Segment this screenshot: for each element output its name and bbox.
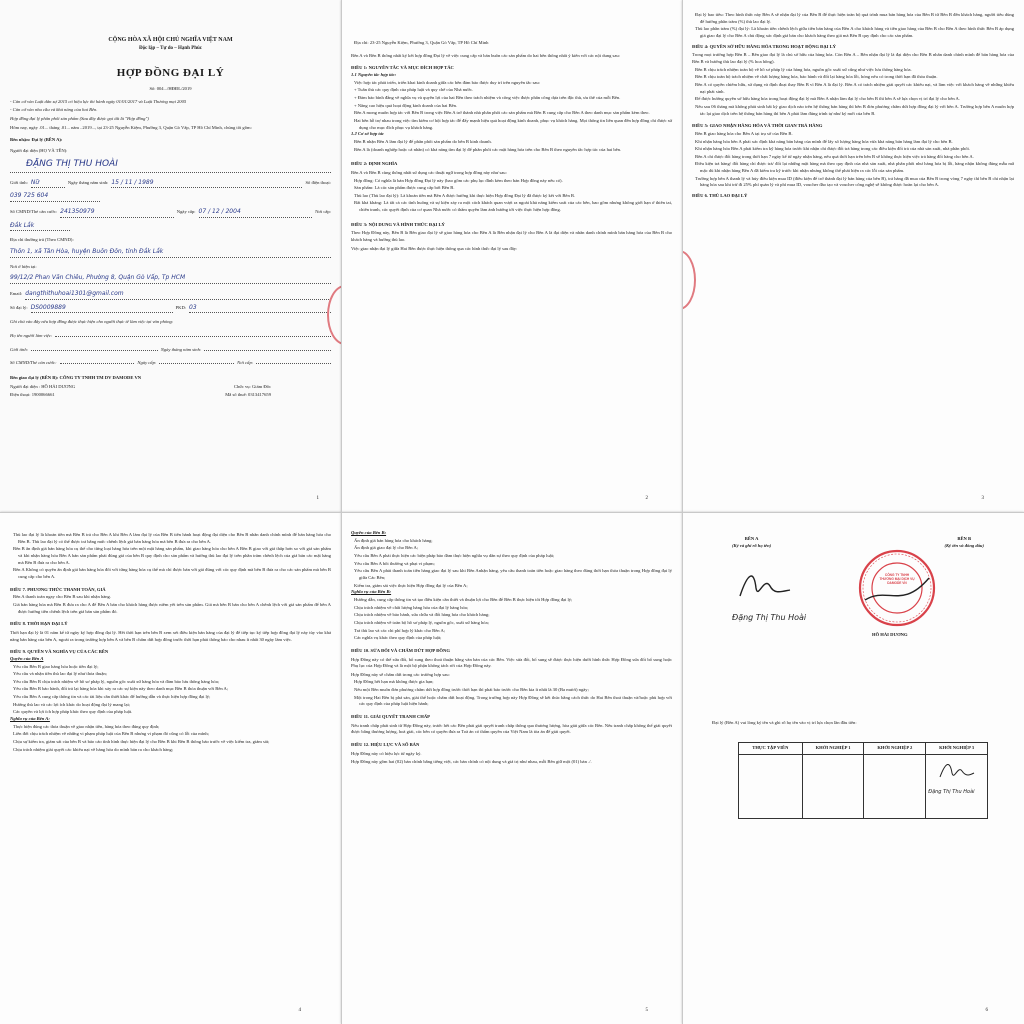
signature-a-small-icon bbox=[936, 759, 976, 783]
party-a-sub: (Ký và ghi rõ họ tên) bbox=[732, 542, 772, 548]
nation-heading: CỘNG HÒA XÃ HỘI CHỦ NGHĨA VIỆT NAM bbox=[108, 37, 233, 43]
right-item: Yêu cầu Bên B bảo hành, đổi trả lại hàng hóa khi xảy ra các sự kiện này theo danh mục Bên B thỏa thuận với Bên A; bbox=[13, 686, 229, 692]
p2-item: + Đảm bảo bình đẳng về nghĩa vụ và quyền lợi của hai Bên theo trách nhiệm và công việc được phân công dựa trên đặc thù, ưu thế của mỗi Bên. bbox=[354, 94, 621, 100]
selected-sign-name: Đặng Thị Thu Hoài bbox=[928, 789, 975, 795]
worker-id-field bbox=[60, 357, 135, 364]
position-sign-row bbox=[739, 755, 988, 819]
right-item: Yêu cầu Bên A phải thực hiện các biện pháp bảo đảm thực hiện nghĩa vụ dân sự theo quy định của pháp luật; bbox=[354, 552, 555, 558]
duty-item: Chịu trách nhiệm về bảo hành, sửa chữa và đổi hàng hóa cho khách hàng; bbox=[354, 612, 490, 618]
pkd-field: 03 bbox=[189, 304, 331, 314]
p5-art12-text: Hợp Đồng này gồm hai (02) bản chính bằng tiếng việt, các bản chính có nội dung và giá trị như nhau, mỗi Bên giữ một (01) bản ./. bbox=[351, 759, 592, 765]
gender-row bbox=[10, 179, 331, 189]
agent-no-label: Số đại lý: bbox=[10, 304, 28, 310]
p2-intro: Bên A và Bên B thống nhất ký kết hợp đồng Đại lý về việc cung cấp và bán buôn các sản phẩm do hai bên thống nhất ý kiến với các nội dung sau: bbox=[351, 52, 620, 58]
col-header: KHỞI NGHIỆP 1 bbox=[802, 743, 864, 755]
id-place-row bbox=[10, 222, 331, 232]
article-4: ĐIỀU 4: QUYỀN SỞ HỮU HÀNG HÓA TRONG HOẠT ĐỘNG ĐẠI LÝ bbox=[692, 43, 836, 49]
signature-b-name: HỒ HẢI DƯƠNG bbox=[872, 632, 908, 637]
p3-item: Bên B chịu trách nhiệm toàn bộ về hồ sơ pháp lý của hàng hóa, nguồn gốc xuất xứ cũng như việc lưu thông hàng hóa. bbox=[695, 66, 912, 72]
definition: Sản phẩm: Là các sản phẩm được cung cấp bởi Bên B. bbox=[354, 185, 455, 191]
p2-def-intro: Bên A và Bên B cùng thống nhất sử dụng các thuật ngữ trong hợp đồng này như sau: bbox=[351, 169, 507, 175]
worker-gender-label: Giới tính: bbox=[10, 346, 29, 352]
p5-art10-text: Hợp Đồng này có thể sửa đổi, bổ sung theo thoả thuận bằng văn bản của các Bên. Việc sửa đổi, bổ sung sẽ được thực hiện dưới hình thức Hợp Đồng sửa đổi bổ sung hoặc Phụ lục của Hợp Đồng và là một bộ phận không tách rời của Hợp Đồng này. bbox=[351, 656, 672, 669]
email-row bbox=[10, 290, 331, 300]
article-8: ĐIỀU 8. THỜI HẠN ĐẠI LÝ bbox=[10, 621, 68, 627]
page-3 bbox=[682, 0, 1024, 512]
p3-item: Bên B giao hàng hóa cho Bên A tại trụ sở của Bên B. bbox=[695, 130, 793, 136]
company-stamp-icon bbox=[857, 548, 937, 628]
basis-1: - Căn cứ vào Luật dân sự 2015 có hiệu lực thi hành ngày 01/01/2017 và Luật Thương mại 2005 bbox=[10, 98, 187, 104]
definition: Bất khả kháng: Là tất cả các tình huống và sự kiện xảy ra một cách khách quan vượt ra ngoài khả năng kiểm soát của các bên, bao gồm nhưng không giới hạn ở thiên tai, chiến tranh, các quyết định của cơ quan Nhà nước có thẩm quyền làm ảnh hưởng tới việc thực hiện hợp đồng. bbox=[354, 200, 672, 213]
worker-id-date-field bbox=[159, 357, 234, 364]
id-date-label: Ngày cấp: bbox=[176, 208, 196, 214]
duty-item: Liên đới chịu trách nhiệm về những vi phạm pháp luật của Bên B nhưng vi phạm đó cũng có lỗi của mình; bbox=[13, 731, 209, 737]
party-b-title: Chức vụ: Giám Đốc bbox=[233, 383, 271, 389]
duty-item: Chịu trách nhiệm giải quyết các khiếu nại về hàng hóa do mình bán ra cho khách hàng; bbox=[13, 746, 174, 752]
worker-id-place-label: Nơi cấp: bbox=[237, 360, 254, 366]
section-1-1: 1.1 Nguyên tắc hợp tác: bbox=[351, 71, 397, 77]
id-field: 241350979 bbox=[60, 208, 174, 218]
article-7: ĐIỀU 7. PHƯƠNG THỨC THANH TOÁN, GIÁ bbox=[10, 586, 106, 592]
duty-item: Các nghĩa vụ khác theo quy định của pháp luật; bbox=[354, 635, 442, 641]
p3-art4-text: Trong mọi trường hợp Bên B – Bên giao đại lý là chủ sở hữu của hàng hóa. Còn Bên A – Bên nhận đại lý là đại diện cho Bên B nhân danh chính mình để bán hàng hóa của Bên B và hưởng thù lao đại lý (% hoa hồng). bbox=[692, 52, 1014, 64]
p4-art8-text: Thời hạn đại lý là 01 năm kể từ ngày ký hợp đồng đại lý. Hết thời hạn trên bên B xem xét điều kiện bán hàng của đại lý để tiếp tục ký tiếp hợp đồng đại lý này tùy vào khả năng bán hàng của bên A, ngoài ra trong trường hợp bên A và bên B chấm dứt hợp đồng trước thời hạn phải thông báo cho nhau ít nhất 30 ngày làm việc. bbox=[10, 629, 331, 642]
p2-item: + Nâng cao hiệu quả hoạt động kinh doanh của hai Bên. bbox=[354, 102, 458, 108]
col-header: KHỞI NGHIỆP 3 bbox=[926, 743, 988, 755]
perm-row bbox=[10, 237, 331, 244]
gender-label: Giới tính: bbox=[10, 179, 28, 185]
party-b-heading: Bên giao đại lý (BÊN B): CÔNG TY TNHH TM DV DAMODE VN bbox=[10, 374, 142, 380]
article-9: ĐIỀU 9. QUYỀN VÀ NGHĨA VỤ CỦA CÁC BÊN bbox=[10, 649, 109, 655]
rep-name-row bbox=[10, 158, 331, 172]
rep-row bbox=[10, 148, 331, 155]
right-item: Yêu cầu Bên B giao hàng hóa hoặc tiền đại lý; bbox=[13, 663, 99, 669]
party-a-sign-block bbox=[732, 536, 771, 549]
party-b-sign-block bbox=[944, 536, 984, 549]
worker-name-row bbox=[10, 330, 331, 340]
email-label: Email: bbox=[10, 290, 23, 296]
p5-art10-text: Hợp Đồng này sẽ chấm dứt trong các trường hợp sau: bbox=[351, 671, 450, 677]
p5-art11-text: Nếu tranh chấp phát sinh từ Hợp Đồng này, trước hết các Bên phải giải quyết tranh chấp thông qua thương lượng, hòa giải giữa các Bên. Nếu tranh chấp không thể giải quyết được bằng thương lượng, hoà giải, các bên có quyền đưa ra Toà án có thẩm quyền của Việt Nam là tòa án để giải quyết. bbox=[351, 722, 672, 735]
termination-item: Nếu một Bên muốn đơn phương chấm dứt hợp đồng trước thời hạn thì phải báo trước cho Bên kia ít nhất là 30 (Ba mươi) ngày; bbox=[354, 687, 589, 693]
dob-label: Ngày tháng năm sinh: bbox=[67, 179, 109, 185]
duty-item: Thực hiện đúng các thỏa thuận về giao nhận tiền, hàng hóa theo đúng quy định; bbox=[13, 723, 160, 729]
p4-item: Giá bán hàng hóa mà Bên B đưa ra cho A để Bên A bán cho khách hàng được niêm yết trên sản phẩm. Giá mà bên B bán cho bên A chênh lệch với giá sản phẩm để bên A được hưởng tiền chênh lệch trên giá bán sản phẩm đó. bbox=[13, 601, 331, 614]
section-1-2: 1.2 Cơ sở hợp tác bbox=[351, 131, 385, 137]
duties-b-heading: Nghĩa vụ của Bên B: bbox=[351, 589, 392, 595]
page-number: 3 bbox=[981, 495, 984, 501]
sign-header bbox=[692, 536, 1014, 549]
contract-number: Số: 004.../HĐĐL/2019 bbox=[149, 85, 192, 91]
article-6: ĐIỀU 6. THÙ LAO ĐẠI LÝ bbox=[692, 193, 748, 199]
p2-item: Hai bên hỗ trợ nhau trong việc tìm kiếm cơ hội hợp tác để đẩy mạnh hiệu quả hoạt động kinh doanh, phục vụ khách hàng. Mọi thông tin liên quan đến hợp đồng chỉ được sử dụng cho mục đích phục vụ khách hàng. bbox=[354, 117, 672, 130]
p4-item: Bên A Không có quyền ấn định giá bán hàng hóa đối với từng hàng hóa cụ thể mà chỉ được bán với giá đúng với các quy định mà bên B đưa ra cho các sản phẩm mà bên B cung cấp cho bên A. bbox=[13, 567, 331, 579]
p2-item: Bên B nhận Bên A làm đại lý để phân phối sản phẩm do bên B kinh doanh. bbox=[354, 138, 492, 144]
party-b-label: BÊN B bbox=[957, 536, 972, 541]
pkd-label: PKD: bbox=[175, 304, 187, 310]
page-number: 5 bbox=[645, 1007, 648, 1013]
worker-dob-label: Ngày tháng năm sinh: bbox=[160, 346, 202, 352]
perm-addr-row bbox=[10, 248, 331, 258]
rights-b-heading: Quyền của Bên B: bbox=[351, 530, 387, 535]
id-date-field: 07 / 12 / 2004 bbox=[199, 208, 313, 218]
p5-art12-text: Hợp Đồng này có hiệu lực từ ngày ký. bbox=[351, 750, 422, 756]
cur-row bbox=[10, 264, 331, 271]
p3-item: Thù lao phần trăm (%) đại lý: Là khoản tiền chênh lệch giữa tiền bán hàng của Bên A cho khách hàng và tiền giao hàng của Bên B cho Bên A theo hình thức Bên B áp dụng giá giao đại lý cho Bên A chủ động xác định giá bán cho khách hàng theo giá mà Bên B quy định cho các sản phẩm. bbox=[695, 26, 1014, 38]
right-item: Yêu cầu Bên A cung cấp thông tin và các tài liệu cần thiết khác để hướng dẫn và thực hiện hợp đồng đại lý; bbox=[13, 694, 211, 700]
right-item: Ấn định giá bán hàng hóa cho khách hàng; bbox=[354, 537, 433, 543]
motto: Độc lập – Tự do – Hạnh Phúc bbox=[138, 45, 203, 51]
position-header-row bbox=[739, 743, 988, 755]
party-b-sub: (Ký tên và đóng dấu) bbox=[944, 542, 984, 548]
worker-name-label: Họ tên người làm việc: bbox=[10, 332, 53, 338]
partial-stamp-icon bbox=[682, 250, 696, 310]
stamp-text: CÔNG TY TNHH THƯƠNG MẠI DỊCH VỤ DAMODE VN bbox=[879, 573, 915, 585]
p2-item: Việc hợp tác phát triển, triển khai kinh doanh giữa các bên đảm bảo được duy trì trên nguyên tắc sau: bbox=[354, 79, 540, 85]
page-1 bbox=[0, 0, 341, 512]
right-item: Yêu cầu Bên A bồi thường và phạt vi phạm; bbox=[354, 560, 435, 566]
sign-cell[interactable] bbox=[864, 755, 926, 819]
right-item: Các quyền và lợi ích hợp pháp khác theo quy định của pháp luật. bbox=[13, 709, 133, 715]
worker-gender-row bbox=[10, 344, 331, 354]
p3-item: Bên B chịu toàn bộ trách nhiệm về chất lượng hàng hóa, bảo hành và đổi lại hàng hóa lỗi, hỏng nếu có trong thời hạn đã thỏa thuận. bbox=[695, 74, 938, 80]
party-a-label: BÊN A bbox=[744, 536, 759, 541]
worker-gender-field bbox=[31, 344, 158, 351]
page-6 bbox=[682, 512, 1024, 1024]
p2-address: Địa chỉ: 23-25 Nguyễn Kiệm, Phường 3, Quận Gò Vấp, TP Hồ Chí Minh bbox=[354, 40, 489, 45]
p3-item: Trường hợp bên A thanh lý và hủy điều kiện mua ID (điều kiện để trở thành đại lý bán hàng của bên B), trả hàng đã mua của Bên B trong vòng 7 ngày thì bên B chỉ nhận lại hàng hóa sau khi trừ đi 25% phí quản lý và phí mua ID, voucher đào tạo và voucher công nghệ sẽ không được hoàn lại cho bên A. bbox=[695, 175, 1014, 188]
cur-addr-row bbox=[10, 274, 331, 284]
worker-id-row bbox=[10, 357, 331, 367]
page-number: 4 bbox=[298, 1007, 301, 1013]
worker-note: Ghi chú vào đây nếu hợp đồng được thực hiện cho người thực tế làm việc tại văn phòng: bbox=[10, 319, 174, 325]
col-header: KHỞI NGHIỆP 2 bbox=[864, 743, 926, 755]
party-b-phone: Điện thoại: 1900066661 bbox=[10, 392, 55, 398]
p3-item: Đại lý bao tiêu: Theo hình thức này Bên A sẽ nhận đại lý của Bên B để thực hiện toàn bộ quá trình mua bán hàng hóa của Bên B từ Bên B đến khách hàng, người tiêu dùng để hưởng phần trăm (%) thù lao đại lý. bbox=[695, 12, 1014, 24]
p3-item: Nếu sau 06 tháng mà không phát sinh bất kỳ giao dịch nào trên hệ thống bán hàng thì bên B đơn phương chấm dứt hợp đồng đại lý với bên A. Trường hợp bên A muốn hợp tác lại giao dịch trên hệ thống bán hàng thì bên A phải làm đúng trình tự như ký mới của bên B. bbox=[695, 103, 1014, 116]
p4-item: Bên B ấn định giá bán hàng hóa cụ thể cho từng loại hàng hóa trên một mặt hàng sản phẩm, khi giao hàng hóa cho bên A Bên B giao với giá thấp hơn so với giá sản phẩm và khi nhận hàng hóa Bên A bán sản phẩm phải đúng giá của bên B quy định cho sản phẩm và hưởng thù lao đại lý trên phần trăm chênh lệch của giá bán các mặt hàng mà Bên B đưa ra cho bên A. bbox=[13, 546, 331, 565]
sign-cell-selected[interactable] bbox=[926, 755, 988, 819]
article-3: ĐIỀU 3: NỘI DUNG VÀ HÌNH THỨC ĐẠI LÝ bbox=[351, 221, 445, 227]
p2-art3-text: Theo Hợp Đồng này, Bên B là Bên giao đại lý sẽ giao hàng hóa cho Bên A là Bên nhận đại lý cho Bên A là đại diện và nhân danh chính mình bán hàng hóa của Bên B cho khách hàng và hưởng thù lao. bbox=[351, 230, 672, 243]
party-b-tax: Mã số thuế: 0313417659 bbox=[225, 392, 271, 398]
agent-no-field: DS0009889 bbox=[31, 304, 173, 314]
p2-art3-text: Việc giao nhận đại lý giữa Hai Bên được thực hiện thông qua các hình thức đại lý sau đây: bbox=[351, 245, 518, 251]
right-item: Yêu cầu Bên B chịu trách nhiệm về hồ sơ pháp lý, nguồn gốc xuất xứ hàng hóa và đảm bảo lưu thông hàng hóa; bbox=[13, 678, 220, 684]
definition: Hợp đồng: Có nghĩa là bản Hợp đồng Đại lý này (bao gồm các phụ lục đính kèm theo bản Hợp đồng này nếu có). bbox=[354, 177, 563, 183]
position-table bbox=[738, 742, 988, 819]
worker-id-label: Số CMND/Thẻ căn cước: bbox=[10, 360, 57, 366]
rep-name-field: ĐẶNG THỊ THU HOÀI bbox=[10, 158, 331, 172]
right-item: Yêu cầu Bên A phải thanh toán tiền hàng giao đại lý sau khi Bên Anhận hàng, yêu cầu thanh toán tiền hoặc giao hàng theo đúng thời hạn thỏa thuận trong Hợp đồng đại lý giữa Các Bên; bbox=[354, 568, 672, 580]
select-note: Đại lý (Bên A) vui lòng ký tên và ghi rõ họ tên vào vị trí lựa chọn lần đầu tiên: bbox=[712, 720, 857, 725]
p4-item: Thù lao đại lý là khoản tiền mà Bên B trả cho Bên A khi Bên A làm đại lý của Bên B tiến hành hoạt động đại diện cho Bên B nhân danh chính mình để bán hàng hóa cho Bên B. Thù lao đại lý có thể được trả bằng mức chênh lệch giá bán hàng hóa mà bên B đưa ra cho bên A. bbox=[13, 532, 331, 544]
page-number: 2 bbox=[645, 495, 648, 501]
p3-item: Điều kiện trả hàng/ đổi hàng chỉ được trả/ đổi lại những mặt hàng mà theo quy định của nhà sản xuất, nhà phân phối như hàng hóa bị lỗi, hàng nhận không đúng mẫu mã mặc dù khi nhận hàng Bên A đã kiểm tra kỹ trước khi nhận nhưng không thể phát hiện ra các lỗi của sản phẩm. bbox=[695, 161, 1014, 174]
p2-item: Bên A mong muốn hợp tác với Bên B trong việc Bên A trở thành nhà phân phối các sản phẩm mà Bên B cung cấp cho Bên A theo danh mục sản phẩm kèm theo. bbox=[354, 110, 650, 116]
duty-item: Chịu trách nhiệm về chất lượng hàng hóa của đại lý hàng hóa; bbox=[354, 604, 469, 610]
intro: Hợp đồng đại lý phân phối sản phẩm (Sau đây được gọi tắt là "Hợp đồng") bbox=[10, 115, 149, 121]
email-field: dangthithuhoai1301@gmail.com bbox=[25, 290, 331, 300]
p3-item: Để được hưởng quyền sở hữu hàng hóa trong hoạt động đại lý mà Bên A nhận làm đại lý cho bên B thì bên A sẽ lựa chọn vị trí đại lý cho bên A. bbox=[695, 96, 961, 102]
phone-field: 039 725 604 bbox=[10, 192, 100, 202]
article-1: ĐIỀU 1: NGUYÊN TẮC VÀ MỤC ĐÍCH HỢP TÁC bbox=[351, 65, 454, 71]
id-row bbox=[10, 208, 331, 218]
duty-item: Hướng dẫn, cung cấp thông tin và tạo điều kiện cần thiết và thuận lợi cho Bên để Bên B thực hiện tốt Hợp đồng đại lý; bbox=[354, 596, 573, 602]
dob-field: 15 / 11 / 1989 bbox=[111, 179, 302, 189]
agent-row bbox=[10, 304, 331, 314]
perm-addr-field: Thôn 1, xã Tân Hòa, huyện Buôn Đôn, tỉnh Đắk Lắk bbox=[10, 248, 331, 258]
cur-label: Nơi ở hiện tại: bbox=[10, 263, 37, 269]
page-number: 6 bbox=[985, 1007, 988, 1013]
article-11: ĐIỀU 11. GIẢI QUYẾT TRANH CHẤP bbox=[351, 714, 430, 720]
p4-item: Bên A thanh toán ngay cho Bên B sau khi nhận hàng. bbox=[13, 594, 111, 600]
page-2 bbox=[341, 0, 682, 512]
signature-a-icon bbox=[734, 566, 794, 606]
date-line: Hôm nay, ngày .01... tháng .01... năm ..2019..., tại 23-25 Nguyễn Kiệm, Phường 3, Quận Gò Vấp, TP Hồ Chí Minh, chúng tôi gồm: bbox=[10, 124, 252, 130]
worker-id-date-label: Ngày cấp: bbox=[137, 360, 157, 366]
party-b-rep: Người đại diện : HỒ HẢI DƯƠNG bbox=[10, 383, 76, 389]
page-5 bbox=[341, 512, 682, 1024]
duty-item: Chịu trách nhiệm về toàn bộ hồ sơ pháp lý, nguồn gốc, xuất xứ hàng hóa; bbox=[354, 619, 489, 625]
rep-label: Người đại diện (HỌ VÀ TÊN): bbox=[10, 147, 68, 153]
worker-name-field bbox=[55, 330, 331, 337]
worker-id-place-field bbox=[256, 357, 331, 364]
cur-addr-field: 99/12/2 Phan Văn Chiêu, Phường 8, Quận Gò Vấp, Tp HCM bbox=[10, 274, 331, 284]
phone-row bbox=[10, 192, 331, 202]
page-4 bbox=[0, 512, 341, 1024]
p3-item: Bên A có quyền chiếm hữu, sử dụng và định đoạt thay Bên B vì Bên A là đại lý. Bên A có trách nhiệm giải quyết các khiếu nại, và làm việc với khách hàng về những khiếu nại phát sinh. bbox=[695, 81, 1014, 94]
worker-dob-field bbox=[204, 344, 331, 351]
basis-2: - Căn cứ vào nhu cầu và khả năng của hai Bên. bbox=[10, 107, 98, 113]
phone-label: Số điện thoại: bbox=[305, 179, 331, 185]
sign-cell[interactable] bbox=[739, 755, 803, 819]
right-item: Kiểm tra, giám sát việc thực hiện Hợp đồng đại lý của Bên A; bbox=[354, 582, 468, 588]
party-b-contact-row bbox=[10, 392, 331, 399]
duty-item: Trả thù lao và các chi phí hợp lý khác cho Bên A; bbox=[354, 627, 446, 633]
duties-a-heading: Nghĩa vụ của Bên A: bbox=[10, 716, 50, 722]
right-item: Ấn định giá giao đại lý cho Bên A; bbox=[354, 545, 419, 551]
p3-item: Khi nhận hàng hóa bên A phải xác định khả năng bán hàng của mình để lấy số lượng hàng hóa vừa khả năng bán hàng làm đại lý cho bên B. bbox=[695, 138, 953, 144]
col-header: THỰC TẬP VIÊN bbox=[739, 743, 803, 755]
gender-field: Nữ bbox=[31, 179, 65, 189]
right-item: Yêu cầu và nhận tiền thù lao đại lý như thỏa thuận; bbox=[13, 671, 107, 677]
p2-item: + Tuân thủ các quy định của pháp luật và quy chế của Nhà nước. bbox=[354, 87, 474, 93]
party-a-heading: Bên nhận: Đại lý (BÊN A): bbox=[10, 137, 63, 143]
termination-item: Hợp Đồng hết hạn mà không được gia hạn; bbox=[354, 679, 434, 685]
signature-a-name: Đặng Thị Thu Hoài bbox=[732, 613, 807, 622]
right-item: Hưởng thù lao và các lợi ích khác do hoạt động đại lý mang lại; bbox=[13, 701, 131, 707]
id-label: Số CMND/Thẻ căn cước: bbox=[10, 208, 58, 214]
page-number: 1 bbox=[316, 495, 319, 501]
sign-cell[interactable] bbox=[802, 755, 864, 819]
party-b-rep-row bbox=[10, 384, 331, 391]
p3-item: Bên A chỉ được đổi hàng trong thời hạn 7 ngày kể từ ngày nhận hàng, nếu quá thời hạn trên bên B sẽ không thực hiện việc trả hàng đổi hàng cho bên A. bbox=[695, 153, 974, 159]
id-place-field: Đắk Lắk bbox=[10, 222, 70, 232]
p2-item: Bên A là (doanh nghiệp hoặc cá nhân) có khả năng tìm đại lý để phân phối các mặt hàng hóa trên cho Bên B theo nguyên tắc hợp tác của hai bên. bbox=[354, 146, 622, 152]
article-10: ĐIỀU 10. SỬA ĐỔI VÀ CHẤM DỨT HỢP ĐỒNG bbox=[351, 647, 450, 653]
id-place-label: Nơi cấp: bbox=[315, 208, 332, 214]
duty-item: Chịu sự kiểm tra, giám sát của bên B và báo cáo tình hình thực hiện đại lý cho Bên B khi Bên B thông báo trước về việc kiểm tra, giám sát; bbox=[13, 739, 270, 745]
article-12: ĐIỀU 12. HIỆU LỰC VÀ SỐ BẢN bbox=[351, 742, 420, 748]
article-2: ĐIỀU 2: ĐỊNH NGHĨA bbox=[351, 161, 398, 167]
definition: Thù lao (Thù lao đại lý): Là khoản tiền mà Bên A được hưởng khi thực hiện Hợp đồng Đại lý đã được ký kết với Bên B. bbox=[354, 192, 576, 198]
article-5: ĐIỀU 5: GIAO NHẬN HÀNG HÓA VÀ THỜI GIAN TRẢ HÀNG bbox=[692, 123, 823, 129]
page-divider bbox=[0, 512, 1024, 513]
p3-item: Khi nhận hàng hóa Bên A phải kiểm tra kỹ hàng hóa trước khi nhận chỉ được đổi trả hàng trong các điều kiện đổi trả của nhà sản xuất, nhà phân phối. bbox=[695, 146, 970, 152]
rights-a-heading: Quyền của Bên A bbox=[10, 655, 44, 661]
contract-title: HỢP ĐỒNG ĐẠI LÝ bbox=[116, 66, 225, 79]
termination-item: Một trong Hai Bên bị phá sản, giải thể hoặc chấm dứt hoạt động. Trong trường hợp này Hợp Đồng sẽ kết thúc bằng cách thức do Hai Bên thoả thuận và/hoặc phù hợp với các quy định của pháp luật hiện hành; bbox=[354, 694, 672, 707]
perm-label: Địa chỉ thường trú (Theo CMND): bbox=[10, 237, 74, 243]
